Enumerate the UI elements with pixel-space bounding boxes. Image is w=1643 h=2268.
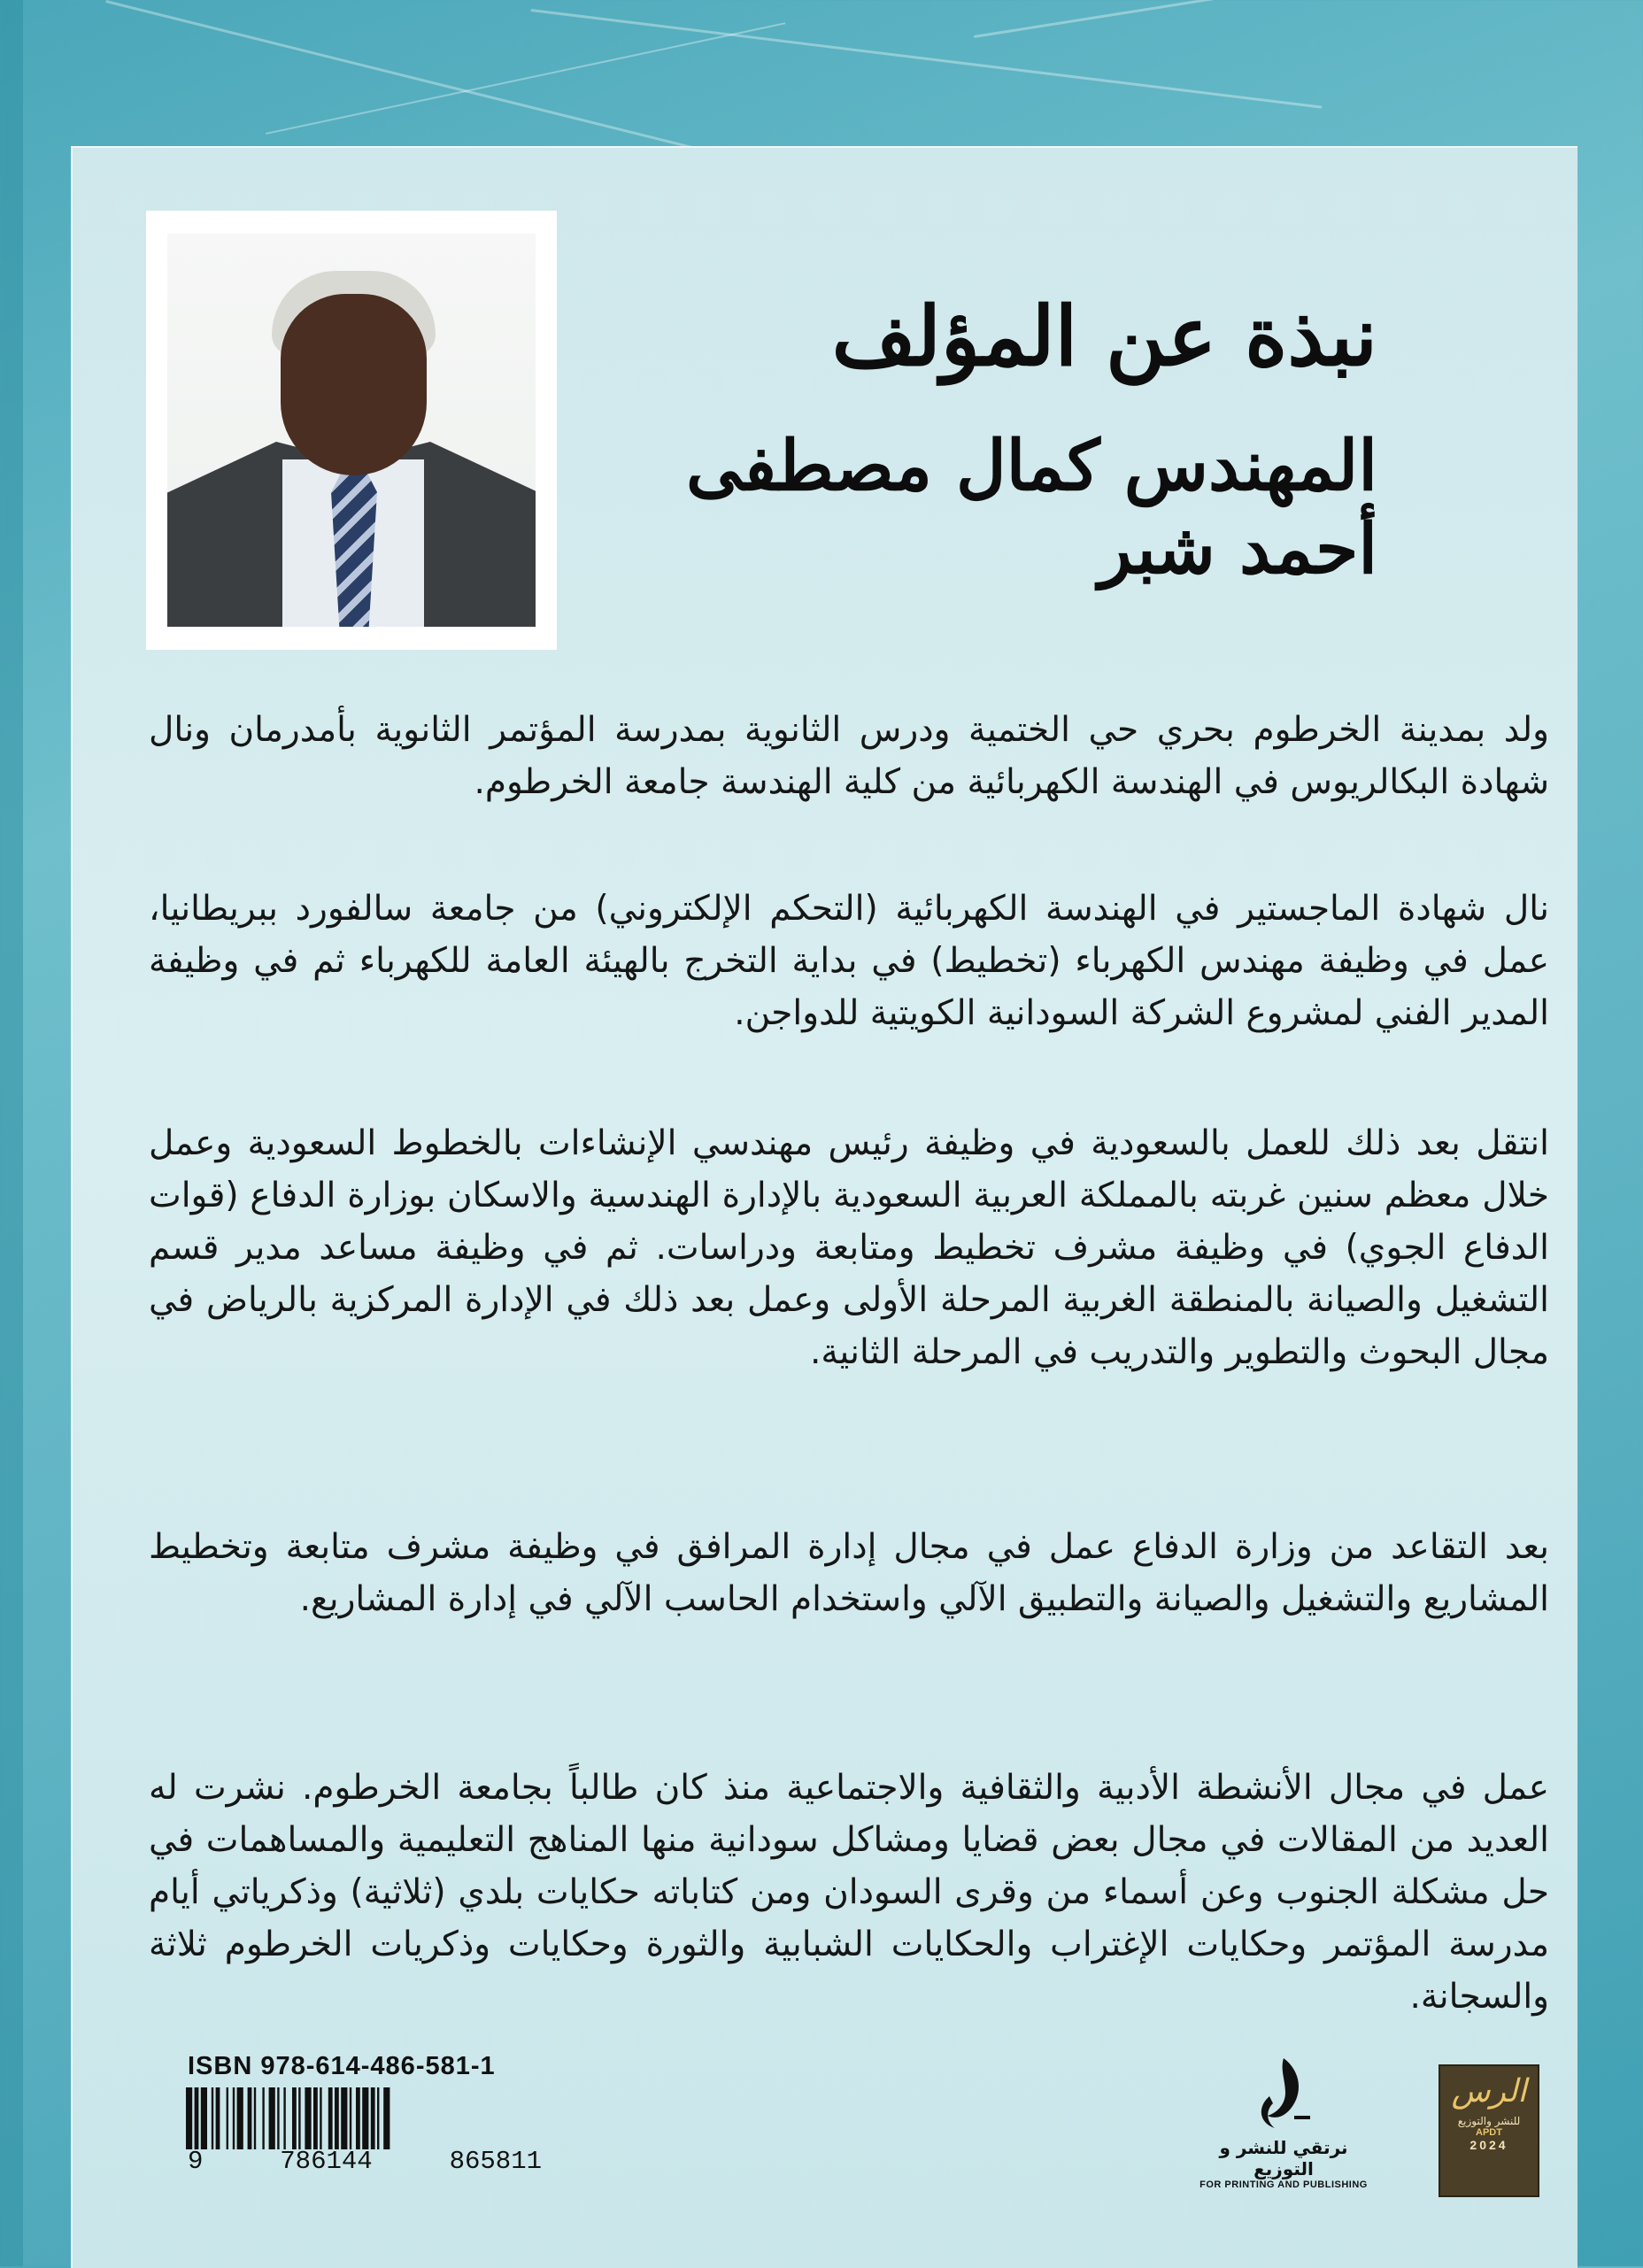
publisher-2-year: 2024 [1469, 2138, 1508, 2152]
barcode-bar [195, 2087, 199, 2149]
bio-paragraph-1: ولد بمدينة الخرطوم بحري حي الختمية ودرس الثانوية بمدرسة المؤتمر الثانوية بأمدرمان ونال شهادة البكالريوس في الهندسة الكهربائية من كلية الهندسة جامعة الخرطوم. [149, 710, 1549, 802]
bio-paragraph-3: انتقل بعد ذلك للعمل بالسعودية في وظيفة رئيس مهندسي الإنشاءات بالخطوط السعودية وعمل خلال معظم سنين غربته بالمملكة العربية السعودية بالإدارة الهندسية والاسكان بوزارة الدفاع (قوات الدفاع الجوي) في وظيفة مشرف تخطيط ومتابعة ودراسات. ثم في وظيفة مساعد مدير قسم التشغيل والصيانة بالمنطقة الغربية المرحلة الأولى وعمل بعد ذلك في الإدارة المركزية بالرياض في مجال البحوث والتطوير والتدريب في المرحلة الثانية. [149, 1123, 1549, 1372]
barcode-bar [254, 2087, 256, 2149]
background-line [105, 0, 707, 152]
barcode-bar [248, 2087, 252, 2149]
barcode-bar [320, 2087, 321, 2149]
publisher-logo-nartaqi [1195, 2054, 1372, 2190]
author-name: المهندس كمال مصطفى أحمد شبر [685, 426, 1377, 590]
barcode-bar [328, 2087, 333, 2149]
background-line [974, 0, 1586, 38]
page-title: نبذة عن المؤلف [831, 289, 1377, 384]
barcode-bar [201, 2087, 207, 2149]
publisher-1-english: FOR PRINTING AND PUBLISHING [1199, 2179, 1368, 2190]
barcode-bar [356, 2087, 360, 2149]
tie [331, 466, 377, 627]
barcode-bar [233, 2087, 235, 2149]
barcode-bar [350, 2087, 351, 2149]
bio-paragraph-4: بعد التقاعد من وزارة الدفاع عمل في مجال إدارة المرافق في وظيفة مشرف متابعة وتخطيط المشاريع والتشغيل والصيانة والتطبيق الآلي واستخدام الحاسب الآلي في إدارة المشاريع. [149, 1527, 1549, 1619]
publisher-2-arabic: للنشر والتوزيع [1457, 2115, 1521, 2127]
spine-edge [0, 0, 23, 2266]
barcode-digit-group: 9 [188, 2147, 204, 2176]
barcode-bar [227, 2087, 228, 2149]
publisher-logo-alras [1439, 2064, 1539, 2197]
barcode-bar [371, 2087, 375, 2149]
barcode-bar [237, 2087, 243, 2149]
barcode-digits [188, 2147, 542, 2176]
barcode-digit-group: 865811 [449, 2147, 542, 2176]
barcode-bar [377, 2087, 379, 2149]
author-photo-image [167, 234, 536, 627]
barcode-bar [277, 2087, 279, 2149]
background-line [531, 9, 1323, 109]
face [281, 294, 427, 475]
barcode-bar [362, 2087, 368, 2149]
publisher-2-mark: الرس [1451, 2073, 1527, 2110]
barcode-bar [186, 2087, 192, 2149]
publisher-1-name: نرتقي للنشر و التوزيع [1219, 2137, 1348, 2179]
bio-paragraph-5: عمل في مجال الأنشطة الأدبية والثقافية والاجتماعية منذ كان طالباً بجامعة الخرطوم. نشرت له العديد من المقالات في مجال بعض قضايا ومشاكل سودانية منها المناهج التعليمية والمساهمات في حل مشكلة الجنوب وعن أسماء من وقرى السودان ومن كتاباته حكايات بلدي (ثلاثية) وذكرياتي أيام مدرسة المؤتمر وحكايات الإغتراب والحكايات الشبابية والثورة وحكايات وذكريات الخرطوم ثلاثة والسجانة. [149, 1768, 1549, 2017]
barcode-bar [212, 2087, 213, 2149]
barcode-bar [283, 2087, 285, 2149]
isbn-label: ISBN 978-614-486-581-1 [188, 2052, 496, 2080]
bio-paragraph-2: نال شهادة الماجستير في الهندسة الكهربائية (التحكم الإلكتروني) من جامعة سالفورد ببريطانيا، عمل في وظيفة مهندس الكهرباء (تخطيط) في بداية التخرج بالهيئة العامة للكهرباء ثم في وظيفة المدير الفني لمشروع الشركة السودانية الكويتية للدواجن. [149, 889, 1549, 1033]
barcode-bar [335, 2087, 339, 2149]
barcode-bar [313, 2087, 318, 2149]
barcode-bar [262, 2087, 264, 2149]
barcode-bar [298, 2087, 300, 2149]
quill-icon [1248, 2054, 1319, 2133]
barcode-icon [186, 2087, 536, 2149]
author-photo [146, 211, 557, 650]
publisher-2-english: APDT [1476, 2127, 1502, 2138]
barcode-bar [341, 2087, 347, 2149]
barcode-bar [216, 2087, 220, 2149]
barcode-bar [383, 2087, 390, 2149]
barcode-bar [292, 2087, 297, 2149]
background-line [266, 22, 785, 135]
barcode-bar [305, 2087, 311, 2149]
barcode-bar [269, 2087, 275, 2149]
barcode-digit-group: 786144 [280, 2147, 373, 2176]
